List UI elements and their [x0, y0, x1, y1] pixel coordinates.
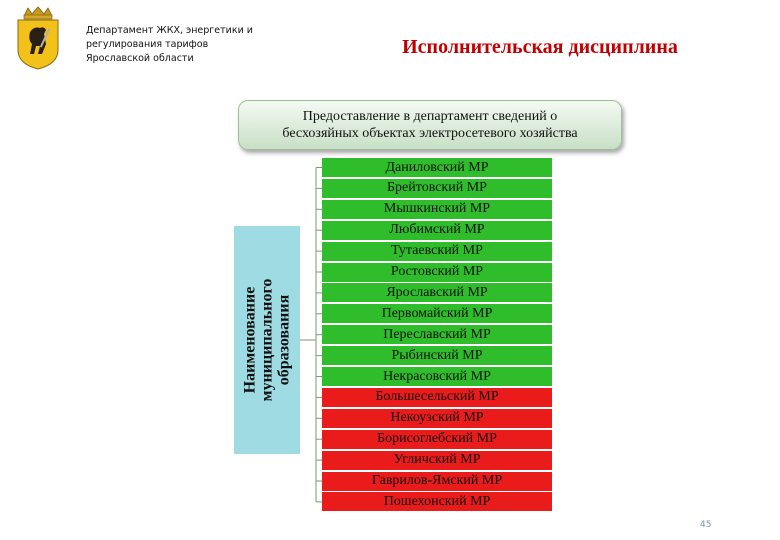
diagram-header-line: Предоставление в департамент сведений о [302, 109, 558, 124]
municipality-item: Любимский МР [322, 221, 552, 240]
municipality-item: Ярославский МР [322, 283, 552, 302]
department-line: регулирования тарифов [86, 39, 209, 50]
diagram-header-line: бесхозяйных объектах электросетевого хозяйства [282, 126, 578, 141]
municipality-item: Даниловский МР [322, 158, 552, 177]
municipality-item: Мышкинский МР [322, 200, 552, 219]
municipality-item: Угличский МР [322, 451, 552, 470]
municipality-item: Ростовский МР [322, 263, 552, 282]
municipality-item: Гаврилов-Ямский МР [322, 472, 552, 491]
diagram-header-box [238, 100, 622, 150]
municipality-label [242, 279, 293, 402]
municipality-label-line: образования [275, 294, 293, 386]
municipality-item: Некоузский МР [322, 409, 552, 428]
municipality-item: Тутаевский МР [322, 242, 552, 261]
municipality-item: Некрасовский МР [322, 367, 552, 386]
department-line: Ярославской области [86, 53, 194, 64]
page-title: Исполнительская дисциплина [402, 36, 678, 58]
department-name [86, 24, 286, 66]
municipality-item: Первомайский МР [322, 304, 552, 323]
municipality-item: Большесельский МР [322, 388, 552, 407]
municipality-label-box [234, 226, 300, 454]
municipality-item: Борисоглебский МР [322, 430, 552, 449]
department-line: Департамент ЖКХ, энергетики и [86, 25, 253, 36]
municipality-item: Брейтовский МР [322, 179, 552, 198]
municipality-item: Пошехонский МР [322, 492, 552, 511]
coat-of-arms-icon [14, 6, 62, 70]
municipality-label-line: Наименование [241, 286, 259, 394]
municipality-item: Рыбинский МР [322, 346, 552, 365]
municipality-label-line: муниципального [258, 278, 276, 402]
page-number: 45 [700, 520, 712, 530]
municipality-item: Переславский МР [322, 325, 552, 344]
